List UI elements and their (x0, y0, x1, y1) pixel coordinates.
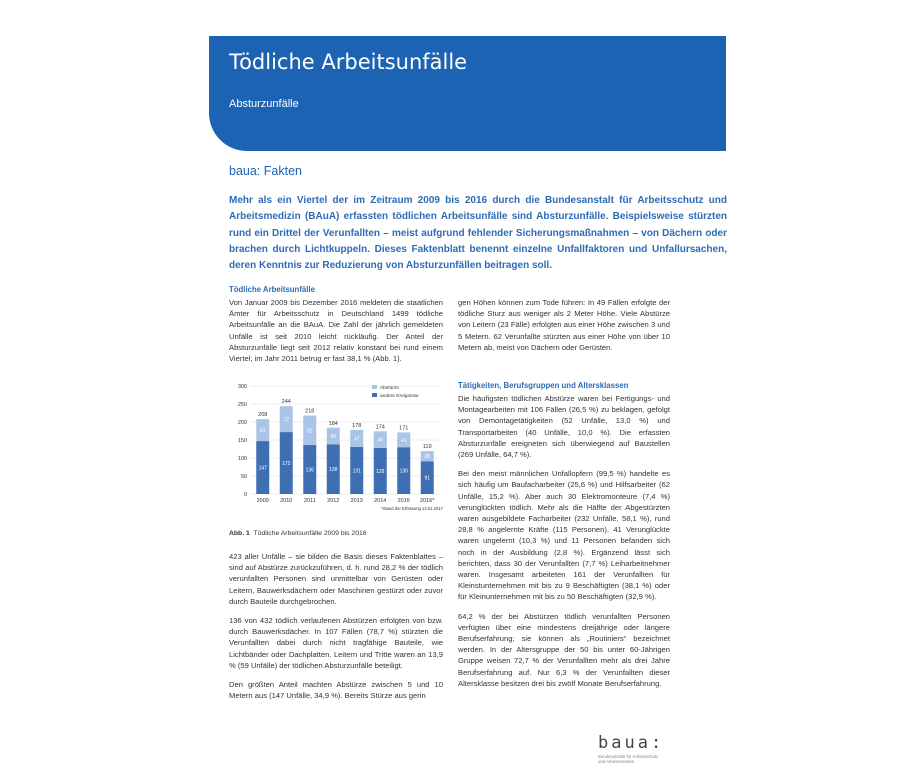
left-column-bottom (229, 551, 443, 709)
x-tick-label: 2014 (374, 498, 387, 504)
x-tick-label: 2016* (420, 498, 435, 504)
y-tick-label: 200 (237, 420, 247, 426)
section-heading-activities: Tätigkeiten, Berufsgruppen und Altersklassen (458, 381, 629, 390)
legend-swatch-other (372, 393, 377, 397)
x-tick-label: 2013 (350, 498, 363, 504)
x-tick-label: 2015 (397, 498, 410, 504)
bar-total-label: 171 (399, 425, 409, 432)
bar-value-label: 128 (376, 468, 385, 475)
bar-value-label: 138 (329, 467, 338, 474)
left-column-top (229, 297, 443, 372)
paragraph: gen Höhen können zum Tode führen: In 49 Fällen erfolgte der tödliche Sturz aus weniger als 2 Meter Höhe. Viele Abstürze von Leitern (23 Fälle) erfolgten aus einer Höhe zwischen 3 und 5 Metern. 62 Verunfallte stürzten aus einer Höhe von über 10 Metern ab, meist von Dächern oder Gerüsten. (458, 298, 670, 352)
x-tick-label: 2009 (256, 498, 269, 504)
bar-value-label: 46 (330, 434, 337, 441)
chart-footnote: *Stand der Erfassung 13.01.2017 (381, 506, 443, 511)
logo-sub-line2: und Arbeitsmedizin (598, 759, 635, 764)
y-tick-label: 150 (237, 438, 247, 444)
baua-logo: baua: (598, 733, 665, 753)
bar-total-label: 174 (375, 424, 385, 431)
legend-swatch-falls (372, 385, 377, 389)
y-tick-label: 300 (237, 384, 247, 390)
bar-total-label: 208 (258, 412, 268, 419)
bar-total-label: 184 (328, 420, 338, 427)
caption-text: Tödliche Arbeitsunfälle 2009 bis 2016 (253, 530, 367, 537)
paragraph: Von Januar 2009 bis Dezember 2016 meldeten die staatlichen Ämter für Arbeitsschutz in Deutschland 1499 tödliche Arbeitsunfälle an die BAuA. Die Zahl der jährlich gemeldeten Unfälle ist seit 2010 leicht rückläufig. Der Anteil der Absturzunfälle liegt seit 2012 relativ konstant bei rund einem Viertel; im Jahr 2011 betrug er fast 38,1 % (Abb. 1). (229, 298, 443, 364)
bar-value-label: 136 (305, 467, 314, 474)
page-title: Tödliche Arbeitsunfälle (229, 50, 468, 74)
bar-total-label: 218 (305, 408, 315, 415)
bar-value-label: 172 (282, 461, 291, 468)
y-tick-label: 0 (243, 492, 247, 498)
bar-value-label: 61 (259, 428, 266, 435)
y-tick-label: 250 (237, 402, 247, 408)
x-tick-label: 2011 (303, 498, 316, 504)
y-tick-label: 100 (237, 456, 247, 462)
intro-paragraph: Mehr als ein Viertel der im Zeitraum 2009 bis 2016 durch die Bundesanstalt für Arbeitsschutz und Arbeitsmedizin (BAuA) erfassten tödlichen Arbeitsunfälle sind Absturzunfälle. Beispielsweise stürzten rund ein Drittel der Verunfallten – meist aufgrund fehlender Sicherungsmaßnahmen – von Dächern oder brachen durch Lichtkuppeln. Dieses Faktenblatt benennt einzelne Unfallfaktoren und Unfallursachen, deren Kenntnis zur Reduzierung von Absturzunfällen beitragen soll. (229, 195, 727, 272)
x-tick-label: 2012 (327, 498, 340, 504)
bar-value-label: 28 (424, 454, 431, 461)
bar-total-label: 119 (422, 444, 432, 451)
bar-value-label: 46 (377, 437, 384, 444)
bar-value-label: 91 (424, 475, 431, 482)
bar-value-label: 72 (283, 417, 290, 424)
bar-value-label: 147 (258, 465, 267, 472)
y-tick-label: 50 (240, 474, 247, 480)
paragraph: 423 aller Unfälle – sie bilden die Basis dieses Faktenblattes – sind auf Abstürze zurückzuführen, d. h. rund 28,2 % der tödlich verunfallten Personen sind unmittelbar von Gerüsten oder Leitern, Bauwerksdächern oder Maschinen gestürzt oder zuvor durch Bauteile durchgebrochen. (229, 552, 443, 606)
paragraph: Bei den meist männlichen Unfallopfern (99,5 %) handelte es sich häufig um Baufacharbeiter (25,6 %) und Hilfsarbeiter (62 Unfälle, 15,2 %). Aber auch 30 Elektromonteure (7,4 %) verunglückten tödlich. Mehr als die Hälfte der Abgestürzten waren ausgebildete Facharbeiter (232 Unfälle, 58,1 %), rund 28,8 % angelernte Kräfte (115 Personen). 41 Verunglückte waren ungelernt (10,3 %) und 11 Personen befanden sich noch in der Ausbildung (2,8 %). Ergänzend lässt sich berichten, dass 30 der Verunfallten (7,7 %) Leiharbeitnehmer waren. Insgesamt arbeiteten 161 der Verunfallten für Kleinstunternehmen mit bis zu 9 Beschäftigten (38,1 %) oder für Kleinunternehmen mit bis zu 50 Beschäftigten (32,9 %). (458, 469, 670, 602)
section-heading-accidents: Tödliche Arbeitsunfälle (229, 285, 315, 294)
right-column-top (458, 297, 670, 361)
bar-total-label: 178 (352, 422, 362, 429)
accident-bar-chart (229, 378, 445, 518)
legend-label-falls: Abstürze (380, 386, 399, 391)
logo-sub-line1: Bundesanstalt für Arbeitsschutz (598, 754, 659, 759)
logo-subtitle (598, 754, 688, 764)
bar-value-label: 47 (353, 436, 360, 443)
paragraph: Die häufigsten tödlichen Abstürze waren bei Fertigungs- und Montagearbeiten mit 106 Fällen (26,5 %) zu beklagen, gefolgt von Demontagetätigkeiten (52 Unfälle, 13,0 %) und Transportarbeiten (40 Unfälle, 10,0 %). Die erfassten Absturzunfälle ereigneten sich überwiegend auf Baustellen (269 Unfälle, 64,7 %). (458, 394, 670, 460)
header-banner (209, 36, 726, 151)
bar-value-label: 130 (399, 468, 408, 475)
bar-value-label: 131 (352, 468, 361, 475)
paragraph: 136 von 432 tödlich verlaufenen Abstürzen erfolgten von bzw. durch Bauwerksdächer. In 107 Fällen (78,7 %) stürzten die Verunfallten dabei durch nicht tragfähige Bauteile, wie Lichtbänder oder Dachplatten. Leitern und Tritte waren an 13,9 % (59 Unfälle) der tödlichen Absturzunfälle beteiligt. (229, 616, 443, 670)
x-tick-label: 2010 (280, 498, 293, 504)
right-column-bottom (458, 393, 670, 697)
paragraph: 64,2 % der bei Abstürzen tödlich verunfallten Personen verfügten über eine mindestens dreijährige oder längere Berufserfahrung; sie können als „Routiniers“ bezeichnet werden. In der Altersgruppe der 50 bis unter 60-Jährigen Gruppe weisen 72,7 % der Verunfallten mehr als drei Jahre Berufserfahrung auf. Nur 6,3 % der Verunfallten dieser Altersklasse besitzen drei bis zwölf Monate Berufserfahrung. (458, 611, 670, 688)
page-subtitle: Absturzunfälle (229, 98, 299, 110)
legend-label-other: andere Ereignisse (380, 394, 419, 399)
brand-label: baua: Fakten (229, 164, 302, 178)
paragraph: Den größten Anteil machten Abstürze zwischen 5 und 10 Metern aus (147 Unfälle, 34,9 %). Bereits Stürze aus gerin (229, 680, 443, 701)
bar-value-label: 41 (400, 437, 407, 444)
figure-caption (229, 530, 367, 537)
caption-label: Abb. 1 (229, 530, 250, 537)
bar-total-label: 244 (281, 399, 291, 406)
bar-value-label: 82 (306, 428, 313, 435)
